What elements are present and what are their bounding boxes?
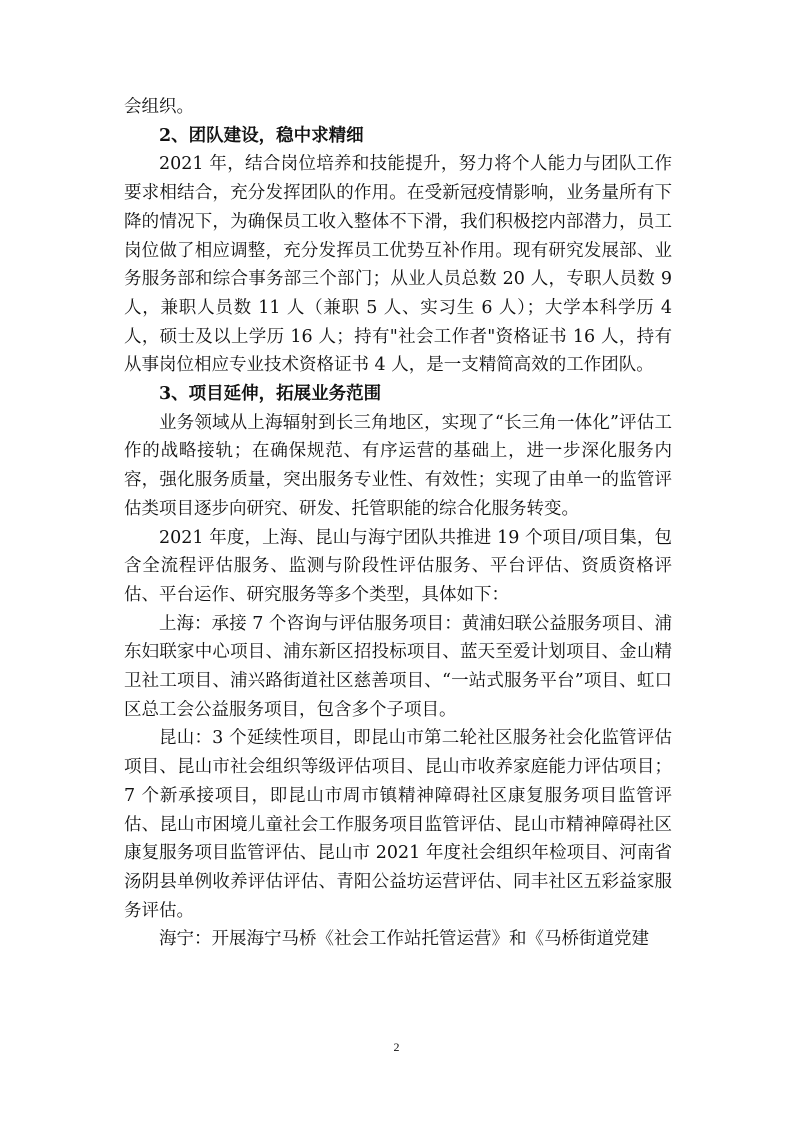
paragraph: 会组织。 <box>124 97 194 117</box>
paragraph: 昆山：3 个延续性项目，即昆山市第二轮社区服务社会化监管评估项目、昆山市社会组织等级评估项目、昆山市收养家庭能力评估项目；7 个新承接项目，即昆山市周市镇精神障碍社区康复服务项目监管评估、昆山市困境儿童社会工作服务项目监管评估、昆山市精神障碍社区康复服务项目监管评估、昆山市 2021 年度社会组织年检项目、河南省汤阴县单例收养评估评估、青阳公益坊运营评估、同丰社区五彩益家服务评估。 <box>124 728 672 921</box>
paragraph: 业务领域从上海辐射到长三角地区，实现了“长三角一体化”评估工作的战略接轨；在确保规范、有序运营的基础上，进一步深化服务内容，强化服务质量，突出服务专业性、有效性；实现了由单一的监管评估类项目逐步向研究、研发、托管职能的综合化服务转变。 <box>124 412 672 519</box>
paragraph: 2021 年度，上海、昆山与海宁团队共推进 19 个项目/项目集，包含全流程评估服务、监测与阶段性评估服务、平台评估、资质资格评估、平台运作、研究服务等多个类型，具体如下： <box>124 527 672 605</box>
paragraph: 2021 年，结合岗位培养和技能提升，努力将个人能力与团队工作要求相结合，充分发挥团队的作用。在受新冠疫情影响，业务量所有下降的情况下，为确保员工收入整体不下滑，我们积极挖内部潜力，员工岗位做了相应调整，充分发挥员工优势互补作用。现有研究发展部、业务服务部和综合事务部三个部门；从业人员总数 20 人，专职人员数 9 人，兼职人员数 11 人（兼职 5 人、实习生 6 人）；大学本科学历 4 人，硕士及以上学历 16 人；持有"社会工作者"资格证书 16 人，持有从事岗位相应专业技术资格证书 4 人，是一支精简高效的工作团队。 <box>124 154 672 376</box>
paragraph: 上海：承接 7 个咨询与评估服务项目：黄浦妇联公益服务项目、浦东妇联家中心项目、浦东新区招投标项目、蓝天至爱计划项目、金山精卫社工项目、浦兴路街道社区慈善项目、“一站式服务平台”项目、虹口区总工会公益服务项目，包含多个子项目。 <box>124 613 672 720</box>
section-heading: 2、团队建设，稳中求精细 <box>159 125 364 146</box>
page-number: 2 <box>393 1040 400 1054</box>
paragraph: 海宁：开展海宁马桥《社会工作站托管运营》和《马桥街道党建 <box>159 929 649 950</box>
section-heading: 3、项目延伸，拓展业务范围 <box>159 384 382 405</box>
body-text <box>124 93 672 954</box>
